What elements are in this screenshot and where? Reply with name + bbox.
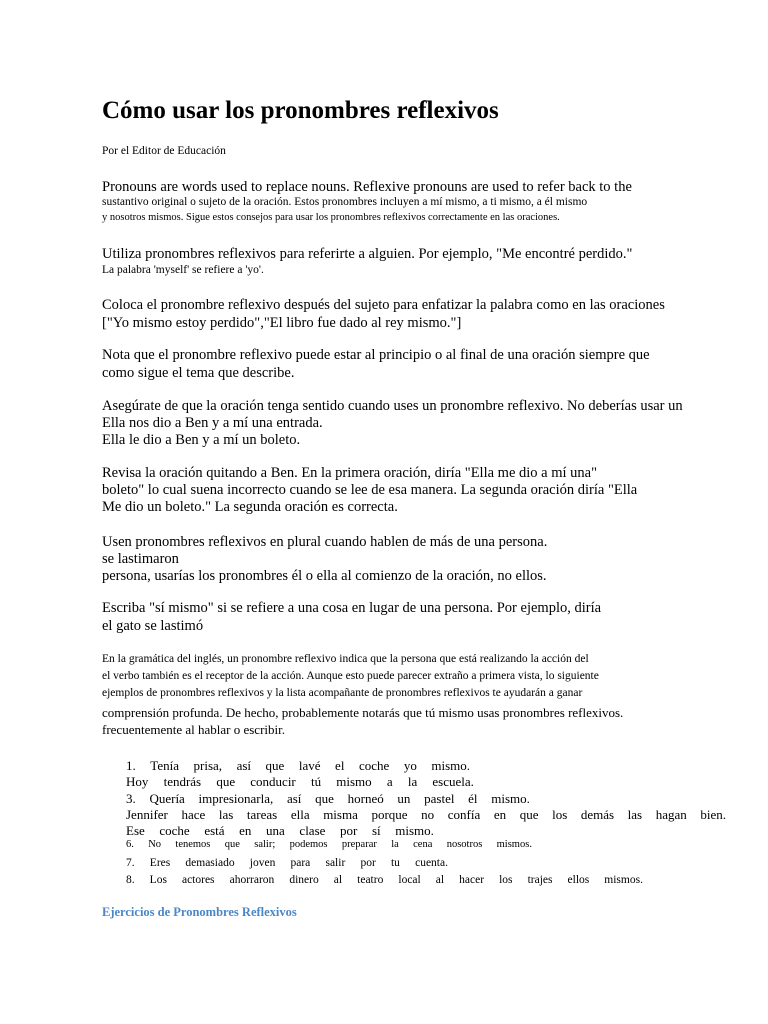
word: actores <box>181 874 215 886</box>
tip-line: Ella le dio a Ben y a mí un boleto. <box>102 432 301 448</box>
word: Los <box>149 874 167 886</box>
word: los <box>499 874 513 886</box>
word: hagan <box>655 807 687 822</box>
word: por <box>360 857 376 869</box>
list-item <box>126 840 532 851</box>
word: teatro <box>357 874 384 886</box>
list-item <box>126 775 474 788</box>
word: 6. <box>126 839 134 850</box>
list-item <box>126 759 470 772</box>
word: Hoy <box>126 774 149 789</box>
word: impresionarla, <box>198 791 274 806</box>
word: él <box>468 791 478 806</box>
word: Jennifer <box>126 807 168 822</box>
word: Quería <box>149 791 185 806</box>
word: confía <box>447 807 481 822</box>
word: porque <box>371 807 408 822</box>
word: demasiado <box>185 857 235 869</box>
tip-line: ["Yo mismo estoy perdido","El libro fue dado al rey mismo."] <box>102 315 462 331</box>
tip-line: Me dio un boleto." La segunda oración es correcta. <box>102 499 398 515</box>
word: dinero <box>289 874 319 886</box>
word: coche <box>159 823 190 838</box>
list-item <box>126 792 530 805</box>
word: la <box>407 774 418 789</box>
intro-line: Pronouns are words used to replace nouns. Reflexive pronouns are used to refer back to the <box>102 179 632 195</box>
word: que <box>519 807 539 822</box>
word: salir; <box>254 839 276 850</box>
word: coche <box>358 758 390 773</box>
tip-line: Nota que el pronombre reflexivo puede estar al principio o al final de una oración siempre que <box>102 347 650 363</box>
paragraph-line: comprensión profunda. De hecho, probablemente notarás que tú mismo usas pronombres reflexivos. <box>102 705 624 720</box>
word: pastel <box>424 791 455 806</box>
word: yo <box>403 758 417 773</box>
word: ella <box>290 807 310 822</box>
tip-line: Utiliza pronombres reflexivos para referirte a alguien. Por ejemplo, "Me encontré perdido." <box>102 246 633 262</box>
intro-line: y nosotros mismos. Sigue estos consejos para usar los pronombres reflexivos correctamente en las oraciones. <box>102 212 560 223</box>
word: en <box>493 807 507 822</box>
word: 7. <box>126 857 135 869</box>
word: joven <box>249 857 276 869</box>
word: por <box>340 823 358 838</box>
word: Eres <box>149 857 171 869</box>
word: las <box>627 807 643 822</box>
word: podemos <box>289 839 328 850</box>
word: 1. <box>126 758 136 773</box>
list-item <box>126 808 726 821</box>
word: demás <box>580 807 615 822</box>
word: que <box>216 774 236 789</box>
word: tareas <box>246 807 278 822</box>
word: Ese <box>126 823 145 838</box>
word: así <box>286 791 302 806</box>
word: local <box>398 874 421 886</box>
tip-line: boleto" lo cual suena incorrecto cuando se lee de esa manera. La segunda oración diría "Ella <box>102 482 638 498</box>
word: hacer <box>459 874 485 886</box>
tip-line: persona, usarías los pronombres él o ella al comienzo de la oración, no ellos. <box>102 568 547 584</box>
word: tu <box>390 857 400 869</box>
list-item <box>126 875 643 887</box>
word: 3. <box>126 791 136 806</box>
tip-line: Ella nos dio a Ben y a mí una entrada. <box>102 415 323 431</box>
word: ellos <box>567 874 590 886</box>
word: mismo. <box>431 758 470 773</box>
word: un <box>397 791 411 806</box>
word: cena <box>413 839 433 850</box>
word: bien. <box>700 807 726 822</box>
tip-line: Asegúrate de que la oración tenga sentido cuando uses un pronombre reflexivo. No deberías usar un <box>102 398 683 414</box>
tip-line: Coloca el pronombre reflexivo después del sujeto para enfatizar la palabra como en las oraciones <box>102 297 665 313</box>
word: está <box>204 823 225 838</box>
word: a <box>386 774 393 789</box>
word: no <box>421 807 435 822</box>
word: las <box>218 807 234 822</box>
word: preparar <box>341 839 377 850</box>
word: que <box>315 791 334 806</box>
word: misma <box>323 807 358 822</box>
word: prisa, <box>193 758 223 773</box>
word: la <box>391 839 399 850</box>
word: hace <box>181 807 206 822</box>
word: así <box>236 758 252 773</box>
word: No <box>148 839 162 850</box>
tip-line: el gato se lastimó <box>102 618 204 634</box>
word: nosotros <box>446 839 483 850</box>
word: tenemos <box>175 839 211 850</box>
word: mismos. <box>604 874 643 886</box>
word: mismos. <box>496 839 532 850</box>
intro-line: sustantivo original o sujeto de la oración. Estos pronombres incluyen a mí mismo, a ti mismo, a él mismo <box>102 196 588 208</box>
paragraph-line: frecuentemente al hablar o escribir. <box>102 722 285 737</box>
word: el <box>335 758 345 773</box>
word: en <box>239 823 252 838</box>
word: que <box>265 758 285 773</box>
paragraph-line: ejemplos de pronombres reflexivos y la lista acompañante de pronombres reflexivos te ayudarán a ganar <box>102 687 583 699</box>
tip-line: Escriba "sí mismo" si se refiere a una cosa en lugar de una persona. Por ejemplo, diría <box>102 600 602 616</box>
word: para <box>290 857 311 869</box>
list-item <box>126 858 448 870</box>
word: horneó <box>347 791 384 806</box>
word: Tenía <box>150 758 179 773</box>
word: mismo. <box>491 791 530 806</box>
word: al <box>333 874 343 886</box>
word: tendrás <box>163 774 202 789</box>
word: los <box>552 807 568 822</box>
word: que <box>224 839 240 850</box>
word: escuela. <box>432 774 474 789</box>
word: lavé <box>298 758 321 773</box>
word: mismo. <box>395 823 434 838</box>
word: una <box>266 823 285 838</box>
word: tú <box>310 774 322 789</box>
word: clase <box>299 823 326 838</box>
exercises-link[interactable]: Ejercicios de Pronombres Reflexivos <box>102 905 297 919</box>
tip-line: Usen pronombres reflexivos en plural cuando hablen de más de una persona. <box>102 534 548 550</box>
word: salir <box>325 857 346 869</box>
word: al <box>435 874 445 886</box>
word: ahorraron <box>229 874 275 886</box>
tip-line: La palabra 'myself' se refiere a 'yo'. <box>102 264 264 276</box>
tip-line: Revisa la oración quitando a Ben. En la primera oración, diría "Ella me dio a mí una" <box>102 465 598 481</box>
paragraph-line: el verbo también es el receptor de la acción. Aunque esto puede parecer extraño a primera vista, lo siguiente <box>102 670 599 682</box>
byline: Por el Editor de Educación <box>102 145 226 157</box>
word: 8. <box>126 874 135 886</box>
word: sí <box>371 823 381 838</box>
word: conducir <box>250 774 296 789</box>
word: mismo <box>336 774 372 789</box>
paragraph-line: En la gramática del inglés, un pronombre reflexivo indica que la persona que está realizando la acción del <box>102 653 589 665</box>
tip-line: como sigue el tema que describe. <box>102 365 295 381</box>
list-item <box>126 824 434 837</box>
page-title: Cómo usar los pronombres reflexivos <box>102 97 499 124</box>
tip-line: se lastimaron <box>102 551 179 567</box>
word: cuenta. <box>415 857 448 869</box>
word: trajes <box>527 874 553 886</box>
